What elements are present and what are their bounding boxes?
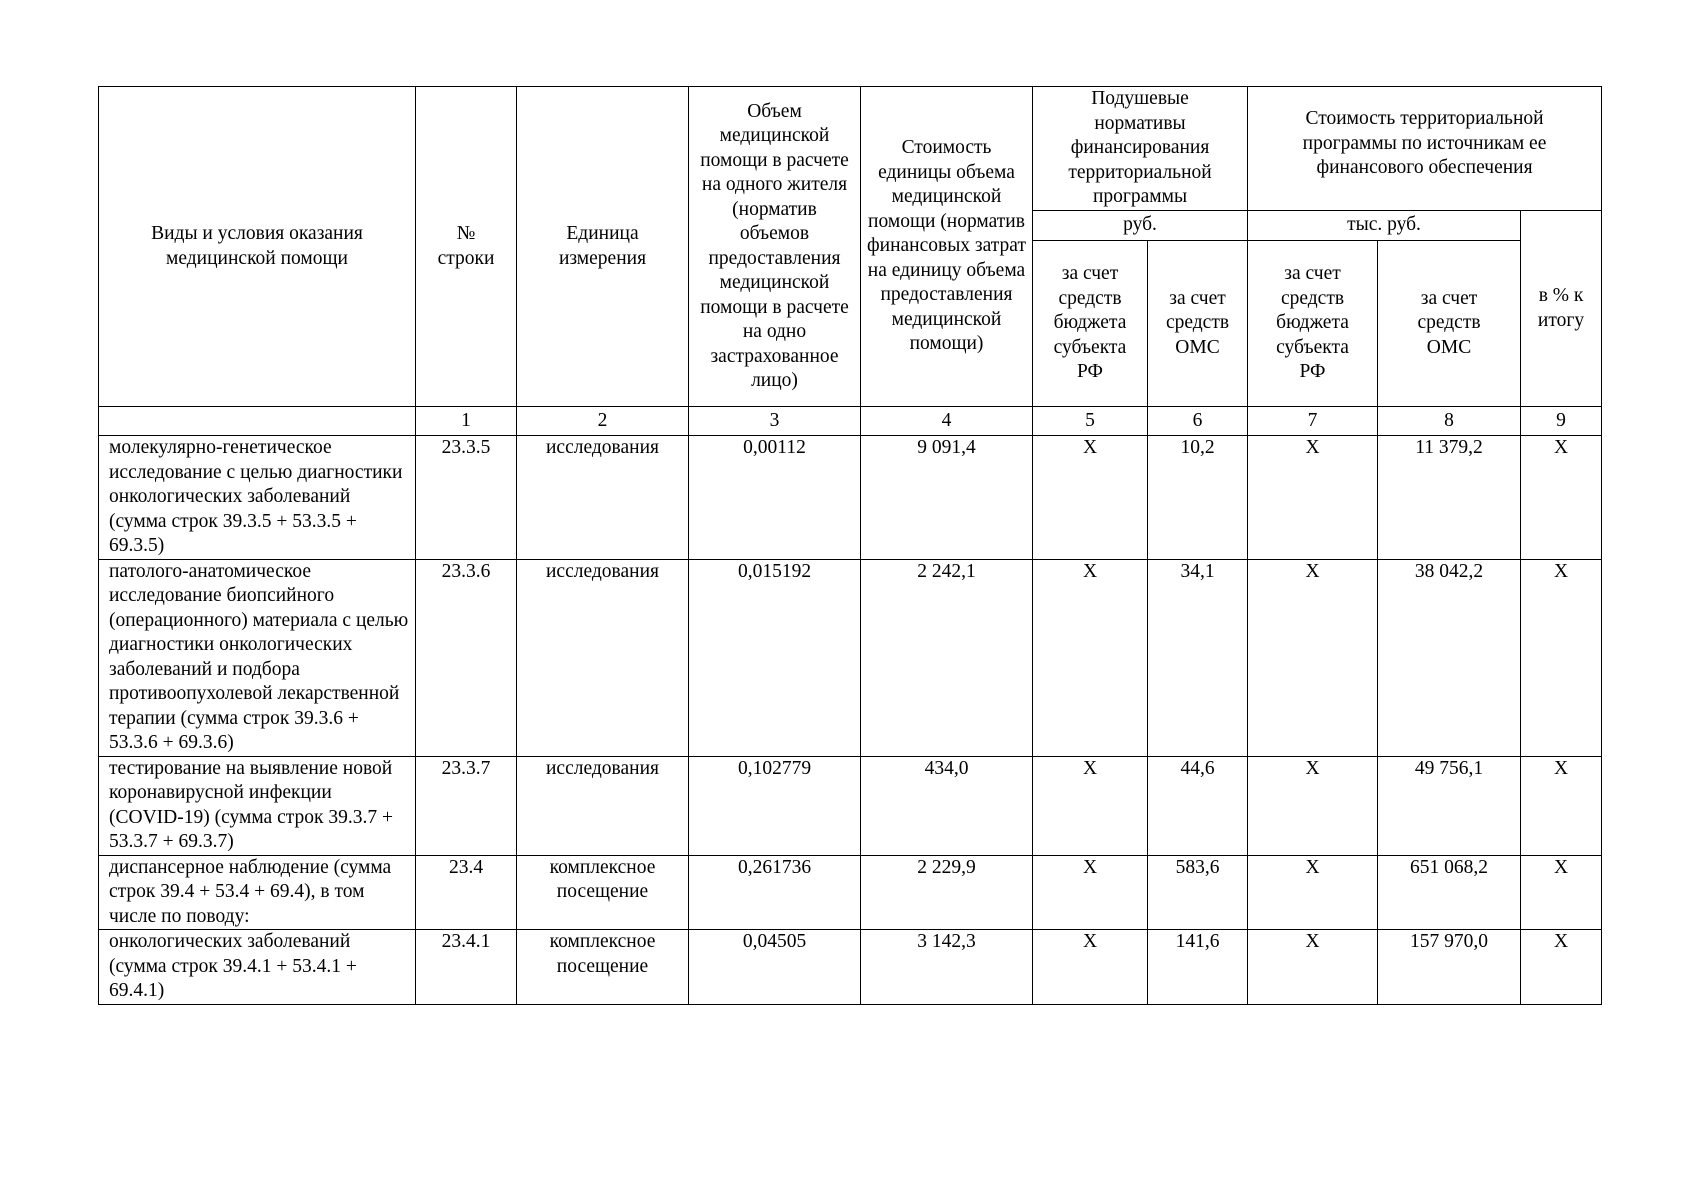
cell-unit-cost: 9 091,4 (861, 436, 1033, 560)
column-number (99, 407, 416, 436)
cell-oms-per-capita: 583,6 (1148, 855, 1248, 930)
cell-oms-per-capita: 44,6 (1148, 756, 1248, 855)
column-numbers-row (99, 407, 1602, 436)
column-number: 7 (1248, 407, 1378, 436)
cell-oms-per-capita: 10,2 (1148, 436, 1248, 560)
cell-percent-total: Х (1521, 436, 1602, 560)
cell-row-number: 23.4.1 (416, 930, 517, 1005)
cell-kind-of-care: онкологических заболеваний (сумма строк 39.4.1 + 53.4.1 + 69.4.1) (99, 930, 416, 1005)
header-percent-total: в % к итогу (1521, 211, 1602, 407)
cell-volume: 0,261736 (689, 855, 861, 930)
cell-kind-of-care: тестирование на выявление новой коронавирусной инфекции (COVID-19) (сумма строк 39.3.7 + 53.3.7 + 69.3.7) (99, 756, 416, 855)
cell-budget-rf-per-capita: Х (1033, 559, 1148, 756)
column-number: 8 (1378, 407, 1521, 436)
header-oms-per-capita: за счет средств ОМС (1148, 241, 1248, 407)
column-number: 1 (416, 407, 517, 436)
header-program-cost-group: Стоимость территориальной программы по источникам ее финансового обеспечения (1248, 87, 1602, 211)
cell-budget-rf-cost: Х (1248, 855, 1378, 930)
cell-budget-rf-cost: Х (1248, 559, 1378, 756)
cell-oms-per-capita: 34,1 (1148, 559, 1248, 756)
cell-percent-total: Х (1521, 930, 1602, 1005)
cell-unit: комплексное посещение (517, 855, 689, 930)
cell-budget-rf-per-capita: Х (1033, 756, 1148, 855)
cell-volume: 0,102779 (689, 756, 861, 855)
header-row-number: № строки (416, 87, 517, 407)
header-rub: руб. (1033, 211, 1248, 241)
table-row (99, 930, 1602, 1005)
cell-percent-total: Х (1521, 756, 1602, 855)
cell-oms-cost: 38 042,2 (1378, 559, 1521, 756)
header-kind-of-care: Виды и условия оказания медицинской помощи (99, 87, 416, 407)
header-unit-cost: Стоимость единицы объема медицинской помощи (норматив финансовых затрат на единицу объема предоставления медицинской помощи) (861, 87, 1033, 407)
cell-volume: 0,015192 (689, 559, 861, 756)
header-thousand-rub: тыс. руб. (1248, 211, 1521, 241)
header-per-capita-group: Подушевые нормативы финансирования территориальной программы (1033, 87, 1248, 211)
cell-kind-of-care: патолого-анатомическое исследование биопсийного (операционного) материала с целью диагностики онкологических заболеваний и подбора противоопухолевой лекарственной терапии (сумма строк 39.3.6 + 53.3.6 + 69.3.6) (99, 559, 416, 756)
program-cost-table (98, 86, 1602, 1005)
cell-unit: исследования (517, 559, 689, 756)
cell-row-number: 23.3.5 (416, 436, 517, 560)
cell-unit-cost: 3 142,3 (861, 930, 1033, 1005)
column-number: 4 (861, 407, 1033, 436)
cell-kind-of-care: молекулярно-генетическое исследование с целью диагностики онкологических заболеваний (сумма строк 39.3.5 + 53.3.5 + 69.3.5) (99, 436, 416, 560)
header-budget-rf-cost: за счет средств бюджета субъекта РФ (1248, 241, 1378, 407)
column-number: 9 (1521, 407, 1602, 436)
table-row (99, 436, 1602, 560)
column-number: 2 (517, 407, 689, 436)
cell-oms-cost: 11 379,2 (1378, 436, 1521, 560)
table-row (99, 559, 1602, 756)
cell-unit: комплексное посещение (517, 930, 689, 1005)
header-volume: Объем медицинской помощи в расчете на одного жителя (норматив объемов предоставления медицинской помощи в расчете на одно застрахованное лицо) (689, 87, 861, 407)
header-oms-cost: за счет средств ОМС (1378, 241, 1521, 407)
table-row (99, 855, 1602, 930)
table-header (99, 87, 1602, 436)
cell-unit: исследования (517, 756, 689, 855)
table-row (99, 756, 1602, 855)
document-page (98, 86, 1601, 1005)
cell-percent-total: Х (1521, 559, 1602, 756)
cell-row-number: 23.3.6 (416, 559, 517, 756)
header-budget-rf-per-capita: за счет средств бюджета субъекта РФ (1033, 241, 1148, 407)
cell-unit-cost: 2 242,1 (861, 559, 1033, 756)
cell-unit-cost: 2 229,9 (861, 855, 1033, 930)
cell-unit: исследования (517, 436, 689, 560)
cell-oms-cost: 651 068,2 (1378, 855, 1521, 930)
column-number: 5 (1033, 407, 1148, 436)
cell-percent-total: Х (1521, 855, 1602, 930)
cell-budget-rf-cost: Х (1248, 436, 1378, 560)
cell-budget-rf-cost: Х (1248, 930, 1378, 1005)
cell-budget-rf-cost: Х (1248, 756, 1378, 855)
cell-oms-cost: 49 756,1 (1378, 756, 1521, 855)
cell-volume: 0,00112 (689, 436, 861, 560)
column-number: 6 (1148, 407, 1248, 436)
cell-budget-rf-per-capita: Х (1033, 436, 1148, 560)
cell-row-number: 23.3.7 (416, 756, 517, 855)
cell-oms-per-capita: 141,6 (1148, 930, 1248, 1005)
cell-unit-cost: 434,0 (861, 756, 1033, 855)
cell-budget-rf-per-capita: Х (1033, 930, 1148, 1005)
cell-oms-cost: 157 970,0 (1378, 930, 1521, 1005)
cell-volume: 0,04505 (689, 930, 861, 1005)
header-unit: Единица измерения (517, 87, 689, 407)
cell-budget-rf-per-capita: Х (1033, 855, 1148, 930)
cell-row-number: 23.4 (416, 855, 517, 930)
cell-kind-of-care: диспансерное наблюдение (сумма строк 39.4 + 53.4 + 69.4), в том числе по поводу: (99, 855, 416, 930)
column-number: 3 (689, 407, 861, 436)
table-body (99, 436, 1602, 1005)
